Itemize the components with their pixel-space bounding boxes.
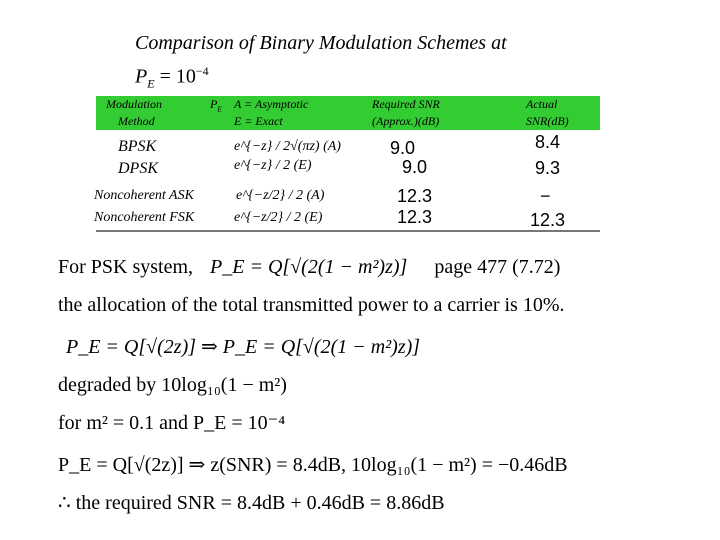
pe-equals: = 10 bbox=[154, 65, 196, 88]
row-required-snr: 9.0 bbox=[390, 138, 416, 158]
psk-system-prefix: For PSK system, bbox=[58, 256, 194, 278]
equation-line: P_E = Q[√(2z)] ⇒ P_E = Q[√(2(1 − m²)z)] bbox=[66, 336, 421, 358]
page-reference: page 477 (7.72) bbox=[434, 256, 561, 278]
pe-symbol: P bbox=[135, 65, 148, 88]
header-exact: E = Exact bbox=[234, 114, 283, 128]
row-required-snr: 12.3 bbox=[397, 207, 433, 227]
header-modulation: Modulation bbox=[106, 97, 162, 111]
allocation-line: the allocation of the total transmitted power to a carrier is 10%. bbox=[58, 294, 565, 316]
row-required-snr: 12.3 bbox=[397, 186, 433, 206]
header-actual-snr: SNR(dB) bbox=[526, 114, 569, 128]
slide-title: Comparison of Binary Modulation Schemes at bbox=[135, 32, 507, 54]
row-name: Noncoherent FSK bbox=[94, 210, 195, 225]
pe-subscript: E bbox=[147, 76, 155, 91]
row-formula: e^{−z/2} / 2 (E) bbox=[234, 210, 323, 225]
psk-system-line bbox=[58, 256, 560, 279]
table-bottom-rule bbox=[96, 230, 600, 232]
condition-line: for m² = 0.1 and P_E = 10⁻⁴ bbox=[58, 412, 286, 434]
header-required-snr-unit: (Approx.)(dB) bbox=[372, 114, 440, 128]
row-actual-snr: − bbox=[540, 186, 551, 206]
header-required-snr: Required SNR bbox=[372, 97, 440, 111]
header-pe: $P_E$ bbox=[210, 97, 222, 114]
row-name: Noncoherent ASK bbox=[94, 188, 194, 203]
header-actual: Actual bbox=[526, 97, 558, 111]
pe-condition bbox=[135, 64, 209, 92]
row-formula: e^{−z} / 2√(πz) (A) bbox=[234, 139, 341, 154]
row-required-snr: 9.0 bbox=[402, 157, 428, 177]
psk-system-equation: P_E = Q[√(2(1 − m²)z)] bbox=[210, 256, 408, 278]
row-actual-snr: 9.3 bbox=[535, 158, 561, 178]
degraded-line: degraded by 10log₁₀(1 − m²) bbox=[58, 374, 287, 396]
table-header bbox=[96, 96, 600, 130]
row-formula: e^{−z} / 2 (E) bbox=[234, 158, 312, 173]
snr-result-line: P_E = Q[√(2z)] ⇒ z(SNR) = 8.4dB, 10log₁₀(1 − m²) = −0.46dB bbox=[58, 454, 568, 476]
header-method: Method bbox=[118, 114, 155, 128]
row-name: BPSK bbox=[118, 138, 157, 155]
row-name: DPSK bbox=[118, 160, 158, 177]
row-actual-snr: 8.4 bbox=[535, 132, 561, 152]
header-asymptotic: A = Asymptotic bbox=[234, 97, 309, 111]
row-actual-snr: 12.3 bbox=[530, 210, 566, 230]
pe-exponent: −4 bbox=[195, 64, 209, 78]
required-snr-line: ∴ the required SNR = 8.4dB + 0.46dB = 8.86dB bbox=[58, 492, 445, 514]
row-formula: e^{−z/2} / 2 (A) bbox=[236, 188, 325, 203]
